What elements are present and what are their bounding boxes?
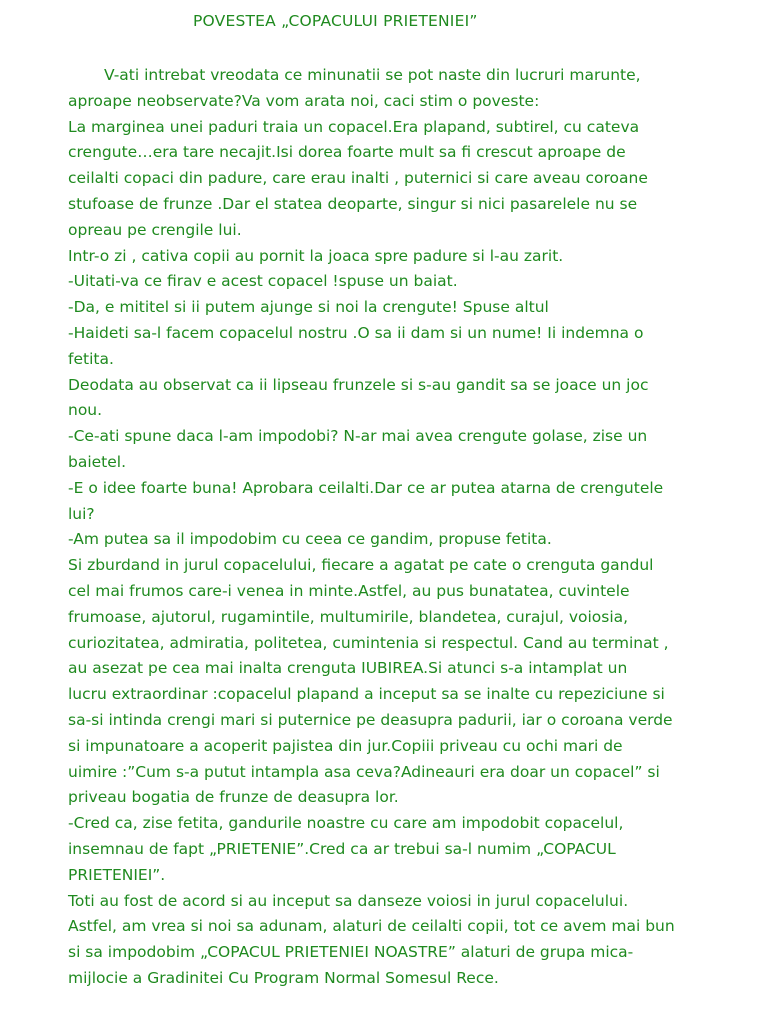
story-line: La marginea unei paduri traia un copacel.Era plapand, subtirel, cu cateva <box>68 117 640 136</box>
story-body <box>68 63 748 992</box>
story-line: sa-si intinda crengi mari si puternice pe deasupra padurii, iar o coroana verde <box>68 710 673 729</box>
story-line: Intr-o zi , cativa copii au pornit la joaca spre padure si l-au zarit. <box>68 246 564 265</box>
story-line: opreau pe crengile lui. <box>68 220 242 239</box>
story-line: V-ati intrebat vreodata ce minunatii se pot naste din lucruri marunte, <box>104 66 641 84</box>
story-line: aproape neobservate?Va vom arata noi, caci stim o poveste: <box>68 91 540 110</box>
story-line: cel mai frumos care-i venea in minte.Astfel, au pus bunatatea, cuvintele <box>68 581 630 600</box>
story-line: lui? <box>68 504 95 523</box>
story-line: fetita. <box>68 349 114 368</box>
story-line: -Cred ca, zise fetita, gandurile noastre cu care am impodobit copacelul, <box>68 814 624 833</box>
story-line: ceilalti copaci din padure, care erau inalti , puternici si care aveau coroane <box>68 169 648 188</box>
story-line: baietel. <box>68 452 127 471</box>
story-line: -Am putea sa il impodobim cu ceea ce gandim, propuse fetita. <box>68 530 552 549</box>
story-line: crengute…era tare necajit.Isi dorea foarte mult sa fi crescut aproape de <box>68 143 626 162</box>
story-line: priveau bogatia de frunze de deasupra lor. <box>68 788 399 807</box>
story-line: -Uitati-va ce firav e acest copacel !spuse un baiat. <box>68 272 458 291</box>
story-line: frumoase, ajutorul, rugamintile, multumirile, blandetea, curajul, voiosia, <box>68 607 629 626</box>
story-line: insemnau de fapt „PRIETENIE”.Cred ca ar trebui sa-l numim „COPACUL <box>68 839 616 858</box>
story-line: Astfel, am vrea si noi sa adunam, alaturi de ceilalti copii, tot ce avem mai bun <box>68 917 675 936</box>
story-line: stufoase de frunze .Dar el statea deoparte, singur si nici pasarelele nu se <box>68 194 638 213</box>
story-line: uimire :”Cum s-a putut intampla asa ceva?Adineauri era doar un copacel” si <box>68 762 660 781</box>
story-line: au asezat pe cea mai inalta crenguta IUBIREA.Si atunci s-a intamplat un <box>68 659 628 678</box>
story-line: -Haideti sa-l facem copacelul nostru .O sa ii dam si un nume! Ii indemna o <box>68 323 644 342</box>
story-line: lucru extraordinar :copacelul plapand a inceput sa se inalte cu repeziciune si <box>68 685 665 704</box>
story-line: -Da, e mititel si ii putem ajunge si noi la crengute! Spuse altul <box>68 298 549 317</box>
story-line: -E o idee foarte buna! Aprobara ceilalti.Dar ce ar putea atarna de crengutele <box>68 478 664 497</box>
story-line: curiozitatea, admiratia, politetea, cumintenia si respectul. Cand au terminat , <box>68 633 669 652</box>
story-line: si impunatoare a acoperit pajistea din jur.Copiii priveau cu ochi mari de <box>68 736 623 755</box>
story-line: -Ce-ati spune daca l-am impodobi? N-ar mai avea crengute golase, zise un <box>68 427 648 446</box>
story-line: Deodata au observat ca ii lipseau frunzele si s-au gandit sa se joace un joc <box>68 375 649 394</box>
document-title: POVESTEA „COPACULUI PRIETENIEI” <box>193 12 478 30</box>
story-line: si sa impodobim „COPACUL PRIETENIEI NOASTRE” alaturi de grupa mica- <box>68 943 634 962</box>
story-line: PRIETENIEI”. <box>68 865 166 884</box>
story-line: Toti au fost de acord si au inceput sa danseze voiosi in jurul copacelului. <box>68 891 629 910</box>
story-line: mijlocie a Gradinitei Cu Program Normal Somesul Rece. <box>68 968 499 987</box>
story-line: nou. <box>68 401 103 420</box>
story-line: Si zburdand in jurul copacelului, fiecare a agatat pe cate o crenguta gandul <box>68 556 654 575</box>
